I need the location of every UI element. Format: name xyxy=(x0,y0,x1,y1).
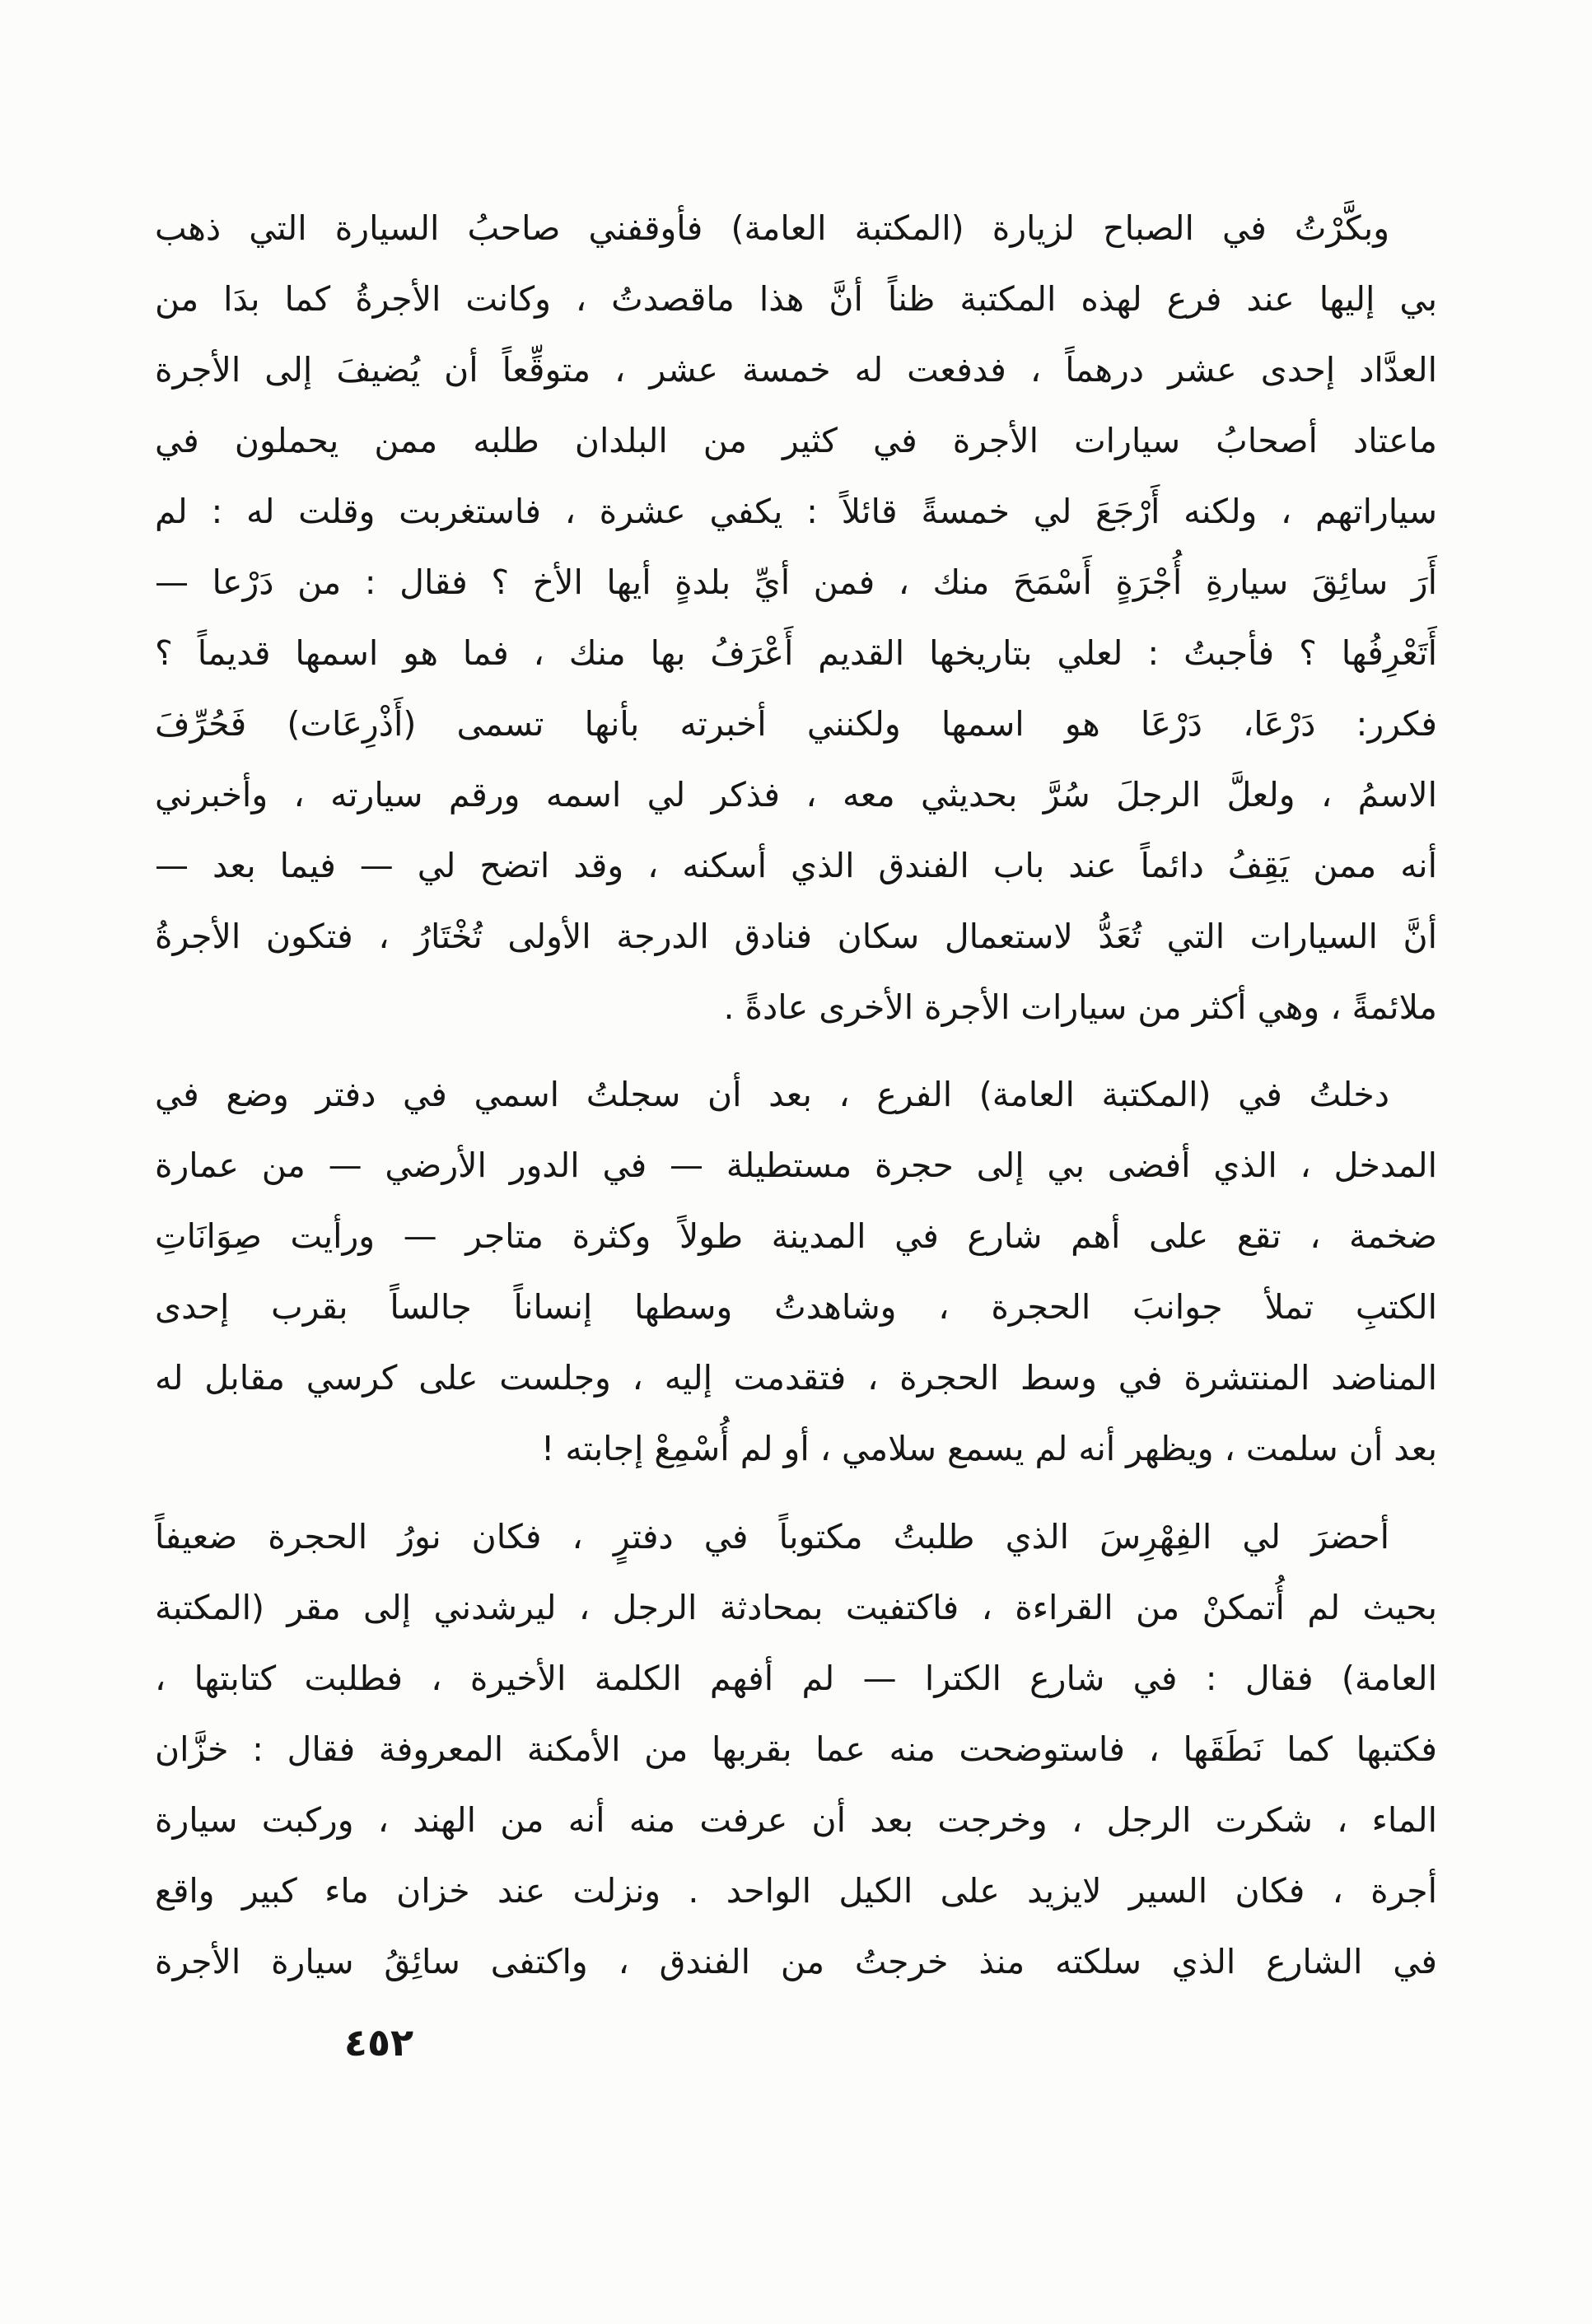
paragraph-line: أجرة ، فكان السير لايزيد على الكيل الواحد . ونزلت عند خزان ماء كبير واقع xyxy=(155,1871,1437,1911)
paragraph-line: العامة) فقال : في شارع الكترا — لم أفهم الكلمة الأخيرة ، فطلبت كتابتها ، xyxy=(155,1659,1437,1698)
paragraph-line: فكتبها كما نَطَقَها ، فاستوضحت منه عما بقربها من الأمكنة المعروفة فقال : خزَّان xyxy=(155,1729,1437,1769)
paragraph-1 xyxy=(155,193,1437,1043)
paragraph-3 xyxy=(155,1501,1437,1997)
paragraph-line: بعد أن سلمت ، ويظهر أنه لم يسمع سلامي ، أو لم أُسْمِعْ إجابته ! xyxy=(540,1429,1437,1468)
paragraph-line: أنَّ السيارات التي تُعَدُّ لاستعمال سكان فنادق الدرجة الأولى تُخْتَارُ ، فتكون الأجرةُ xyxy=(155,917,1437,956)
paragraph-line: أَرَ سائِقَ سيارةِ أُجْرَةٍ أَسْمَحَ منك ، فمن أيِّ بلدةٍ أيها الأخ ؟ فقال : من دَرْعا — xyxy=(155,562,1437,602)
paragraph-line: المدخل ، الذي أفضى بي إلى حجرة مستطيلة — في الدور الأرضي — من عمارة xyxy=(155,1146,1437,1185)
paragraph-line: الماء ، شكرت الرجل ، وخرجت بعد أن عرفت منه أنه من الهند ، وركبت سيارة xyxy=(155,1800,1437,1840)
paragraph-line: وبكَّرْتُ في الصباح لزيارة (المكتبة العامة) فأوقفني صاحبُ السيارة التي ذهب xyxy=(155,208,1389,248)
paragraph-line: أنه ممن يَقِفُ دائماً عند باب الفندق الذي أسكنه ، وقد اتضح لي — فيما بعد — xyxy=(155,846,1437,885)
page-number: ٤٥٢ xyxy=(343,2020,414,2065)
paragraph-line: ملائمةً ، وهي أكثر من سيارات الأجرة الأخرى عادةً . xyxy=(723,987,1437,1027)
paragraph-2 xyxy=(155,1059,1437,1484)
paragraph-line: فكرر: دَرْعَا، دَرْعَا هو اسمها ولكنني أخبرته بأنها تسمى (أَذْرِعَات) فَحُرِّفَ xyxy=(155,704,1437,744)
paragraph-line: المناضد المنتشرة في وسط الحجرة ، فتقدمت إليه ، وجلست على كرسي مقابل له xyxy=(155,1358,1437,1398)
paragraph-line: أحضرَ لي الفِهْرِسَ الذي طلبتُ مكتوباً في دفترٍ ، فكان نورُ الحجرة ضعيفاً xyxy=(155,1517,1389,1556)
paragraph-line: دخلتُ في (المكتبة العامة) الفرع ، بعد أن سجلتُ اسمي في دفتر وضع في xyxy=(155,1075,1389,1114)
paragraph-line: أَتَعْرِفُها ؟ فأجبتُ : لعلي بتاريخها القديم أَعْرَفُ بها منك ، فما هو اسمها قديماً ؟ xyxy=(155,633,1437,673)
paragraph-line: بحيث لم أُتمكنْ من القراءة ، فاكتفيت بمحادثة الرجل ، ليرشدني إلى مقر (المكتبة xyxy=(155,1588,1437,1627)
paragraph-line: بي إليها عند فرع لهذه المكتبة ظناً أنَّ هذا ماقصدتُ ، وكانت الأجرةُ كما بدَا من xyxy=(155,279,1437,319)
paragraph-line: سياراتهم ، ولكنه أَرْجَعَ لي خمسةً قائلاً : يكفي عشرة ، فاستغربت وقلت له : لم xyxy=(155,492,1437,531)
paragraph-line: ضخمة ، تقع على أهم شارع في المدينة طولاً وكثرة متاجر — ورأيت صِوَانَاتِ xyxy=(155,1216,1437,1256)
paragraph-line: ماعتاد أصحابُ سيارات الأجرة في كثير من البلدان طلبه ممن يحملون في xyxy=(155,421,1437,460)
paragraph-line: في الشارع الذي سلكته منذ خرجتُ من الفندق ، واكتفى سائِقُ سيارة الأجرة xyxy=(155,1942,1437,1981)
paragraph-line: الاسمُ ، ولعلَّ الرجلَ سُرَّ بحديثي معه ، فذكر لي اسمه ورقم سيارته ، وأخبرني xyxy=(155,775,1437,814)
paragraph-line: العدَّاد إحدى عشر درهماً ، فدفعت له خمسة عشر ، متوقِّعاً أن يُضيفَ إلى الأجرة xyxy=(155,350,1437,390)
paragraph-line: الكتبِ تملأ جوانبَ الحجرة ، وشاهدتُ وسطها إنساناً جالساً بقرب إحدى xyxy=(155,1287,1437,1327)
